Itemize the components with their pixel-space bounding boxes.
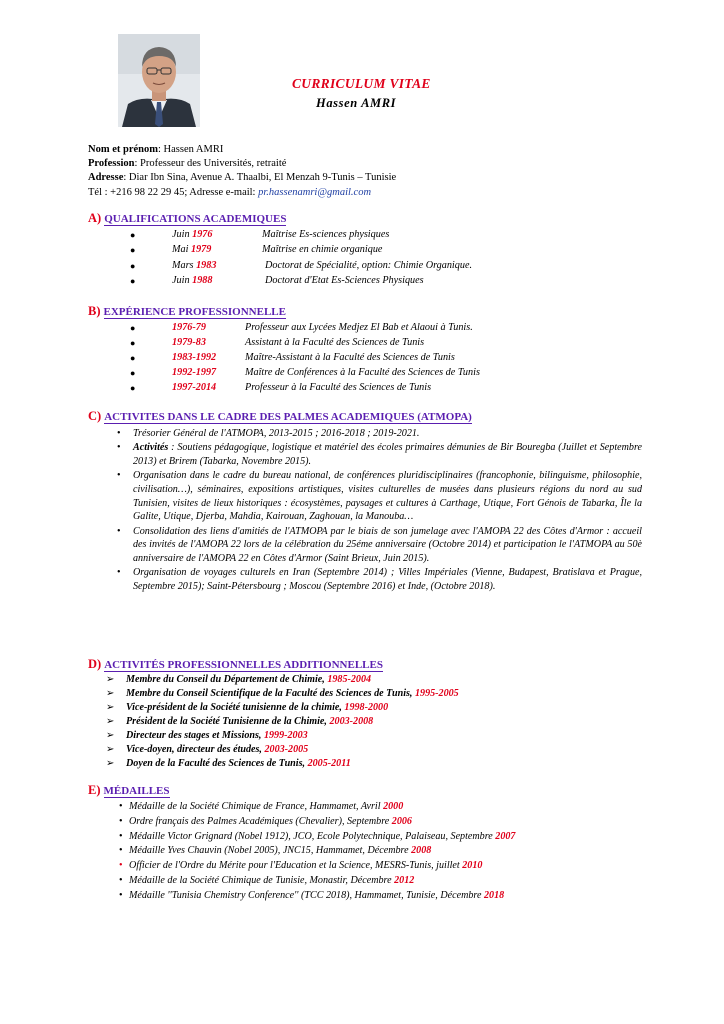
medals-list <box>119 800 515 904</box>
experience-period: 1979-83 <box>172 337 206 348</box>
experience-text: Maître de Conférences à la Faculté des Sciences de Tunis <box>245 367 480 378</box>
section-a-letter: A) <box>88 211 102 225</box>
qualification-date: Mai 1979 <box>172 244 212 256</box>
arrow-bullet-icon: ➢ <box>106 744 115 755</box>
section-d-heading <box>88 657 383 672</box>
section-c-title: ACTIVITES DANS LE CADRE DES PALMES ACADEMIQUES (ATMOPA) <box>104 411 472 423</box>
bullet-dot-icon: • <box>117 525 121 537</box>
profession-line <box>88 157 396 171</box>
list-item: • Médaille de la Société Chimique de France, Hammamet, Avril 2000 <box>119 800 515 815</box>
person-name: Hassen AMRI <box>316 96 397 110</box>
experience-text: Professeur à la Faculté des Sciences de Tunis <box>245 382 432 393</box>
section-c-heading <box>88 409 472 424</box>
list-item: ➢ Vice-doyen, directeur des études, 2003-2005 <box>106 744 309 755</box>
arrow-bullet-icon: ➢ <box>106 758 115 769</box>
document-title: CURRICULUM VITAE <box>292 76 431 91</box>
list-item: • Consolidation des liens d'amitiés de l'ATMOPA par le biais de son jumelage avec l'AMOPA 22 des Côtes d'Armor : accueil des invités de l'AMOPA 22 lors de la célébration du 25éme anniversaire (Octobre 2014) et participation le l'ATMOPA au 50è anniversaire de l'AMOPA 22 en Côtes d'Armor (Saint Brieux, Juin 2015). <box>117 525 642 565</box>
address-label: Adresse <box>88 172 124 184</box>
bullet-dot-icon: • <box>119 874 123 886</box>
bullet-dot-icon: ● <box>130 323 136 333</box>
list-item: ➢ Directeur des stages et Missions, 1999-2003 <box>106 730 308 741</box>
profession-label: Profession <box>88 158 135 170</box>
experience-period: 1997-2014 <box>172 382 217 393</box>
section-b-heading <box>88 304 286 319</box>
bullet-dot-icon: • <box>119 830 123 842</box>
name-value: : Hassen AMRI <box>157 144 224 155</box>
qualification-date: Juin 1988 <box>172 275 213 287</box>
list-item: ➢ Vice-président de la Société tunisienne de la chimie, 1998-2000 <box>106 702 389 713</box>
list-item: ➢ Membre du Conseil Scientifique de la Faculté des Sciences de Tunis, 1995-2005 <box>106 688 459 699</box>
identity-block <box>88 143 396 200</box>
contact-text: Tél : +216 98 22 29 45; Adresse e-mail: <box>88 186 259 198</box>
profession-value: : Professeur des Universités, retraité <box>134 158 287 170</box>
section-d-title: ACTIVITÉS PROFESSIONNELLES ADDITIONNELLES <box>104 659 383 671</box>
list-item: • Médaille Yves Chauvin (Nobel 2005), JNC15, Hammamet, Décembre 2008 <box>119 844 515 859</box>
section-e-letter: E) <box>88 783 101 797</box>
qualification-text: Maîtrise en chimie organique <box>262 244 383 256</box>
arrow-bullet-icon: ➢ <box>106 674 115 685</box>
bullet-dot-icon: ● <box>130 368 136 378</box>
portrait-photo <box>118 34 200 127</box>
qualification-text: Maîtrise Es-sciences physiques <box>262 229 390 240</box>
experience-period: 1976-79 <box>172 322 206 333</box>
bullet-dot-icon: • <box>117 567 121 579</box>
section-e-title: MÉDAILLES <box>103 785 170 797</box>
arrow-bullet-icon: ➢ <box>106 688 115 699</box>
bullet-dot-icon: • <box>117 470 121 482</box>
address-line <box>88 171 396 185</box>
list-item: • Ordre français des Palmes Académiques (Chevalier), Septembre 2006 <box>119 815 515 830</box>
qualification-date: Mars 1983 <box>172 259 217 271</box>
additional-activities-list <box>106 673 459 771</box>
bullet-dot-icon: • <box>119 815 123 827</box>
arrow-bullet-icon: ➢ <box>106 702 115 713</box>
section-a-title: QUALIFICATIONS ACADEMIQUES <box>104 213 287 225</box>
name-line <box>88 143 396 157</box>
experience-text: Assistant à la Faculté des Sciences de Tunis <box>245 337 425 348</box>
section-e-heading <box>88 783 170 798</box>
list-item: • Organisation de voyages culturels en Iran (Septembre 2014) ; Villes Impériales (Vienne, Budapest, Bratislava et Prague, Septembre 2015); Saint-Pétersbourg ; Moscou (Septembre 2016) et Inde, (Octobre 2018). <box>117 567 642 593</box>
bullet-dot-icon: ● <box>130 338 136 348</box>
list-item: ➢ Membre du Conseil du Département de Chimie, 1985-2004 <box>106 674 372 685</box>
bullet-dot-icon: ● <box>130 230 136 240</box>
list-item: • Officier de l'Ordre du Mérite pour l'Education et la Science, MESRS-Tunis, juillet 2010 <box>119 859 515 874</box>
list-item: ➢ Président de la Société Tunisienne de la Chimie, 2003-2008 <box>106 716 374 727</box>
bullet-dot-icon: • <box>119 845 123 857</box>
section-d-letter: D) <box>88 657 102 671</box>
address-value: : Diar Ibn Sina, Avenue A. Thaalbi, El Menzah 9-Tunis – Tunisie <box>123 172 397 184</box>
experience-period: 1992-1997 <box>172 367 217 378</box>
experience-text: Professeur aux Lycées Medjez El Bab et Alaoui à Tunis. <box>245 322 473 333</box>
list-item: • Activités : Soutiens pédagogique, logistique et matériel des écoles primaires démunies de Bir Bouregba (Juillet et Septembre 2013) et Brirem (Tabarka, Novembre 2015). <box>117 442 642 467</box>
bullet-dot-icon: ● <box>130 353 136 363</box>
bullet-dot-icon: ● <box>130 245 136 256</box>
list-item: • Médaille ''Tunisia Chemistry Conference'' (TCC 2018), Hammamet, Tunisie, Décembre 2018 <box>119 889 515 904</box>
email-link[interactable]: pr.hassenamri@gmail.com <box>258 186 372 198</box>
atmopa-list <box>117 427 642 594</box>
qualification-date: Juin 1976 <box>172 229 213 240</box>
name-label: Nom et prénom <box>88 144 158 155</box>
bullet-dot-icon: ● <box>130 260 136 271</box>
section-c-letter: C) <box>88 409 102 423</box>
experience-text: Maître-Assistant à la Faculté des Sciences de Tunis <box>245 352 455 363</box>
bullet-dot-icon: • <box>117 442 121 454</box>
list-item: • Organisation dans le cadre du bureau national, de conférences pluridisciplinaires (francophonie, bilinguisme, philosophie, civilisation…), séminaires, expositions artistiques, visites culturelles de musées dans plusieurs régions du nord au sud Tunisien, visites de lieux historiques : écosystèmes, paysages et cultures à Carthage, Utique, Fort Génois de Tabarka, Île la Galite, Utique, Djerba, Mahdia, Kairouan, Zaghouan, la Manouba… <box>117 470 642 523</box>
list-item: • Médaille Victor Grignard (Nobel 1912), JCO, Ecole Polytechnique, Palaiseau, Septembre 2007 <box>119 830 515 845</box>
experience-period: 1983-1992 <box>172 352 217 363</box>
bullet-dot-icon: • <box>117 428 121 439</box>
portrait-image <box>118 34 200 127</box>
qualification-text: Doctorat d'Etat Es-Sciences Physiques <box>265 275 424 287</box>
section-a-heading <box>88 211 286 226</box>
section-b-title: EXPÉRIENCE PROFESSIONNELLE <box>103 306 286 318</box>
bullet-dot-icon: ● <box>130 383 136 393</box>
bullet-dot-icon: • <box>119 860 123 872</box>
bullet-dot-icon: ● <box>130 276 136 287</box>
list-item: • Médaille de la Société Chimique de Tunisie, Monastir, Décembre 2012 <box>119 874 515 889</box>
contact-line <box>88 186 396 200</box>
section-b-letter: B) <box>88 304 101 318</box>
arrow-bullet-icon: ➢ <box>106 730 115 741</box>
list-item: ➢ Doyen de la Faculté des Sciences de Tunis, 2005-2011 <box>106 758 351 769</box>
list-item: • Trésorier Général de l'ATMOPA, 2013-2015 ; 2016-2018 ; 2019-2021. <box>117 428 420 439</box>
qualification-text: Doctorat de Spécialité, option: Chimie Organique. <box>265 259 473 271</box>
bullet-dot-icon: • <box>119 889 123 901</box>
bullet-dot-icon: • <box>119 801 123 812</box>
arrow-bullet-icon: ➢ <box>106 716 115 727</box>
